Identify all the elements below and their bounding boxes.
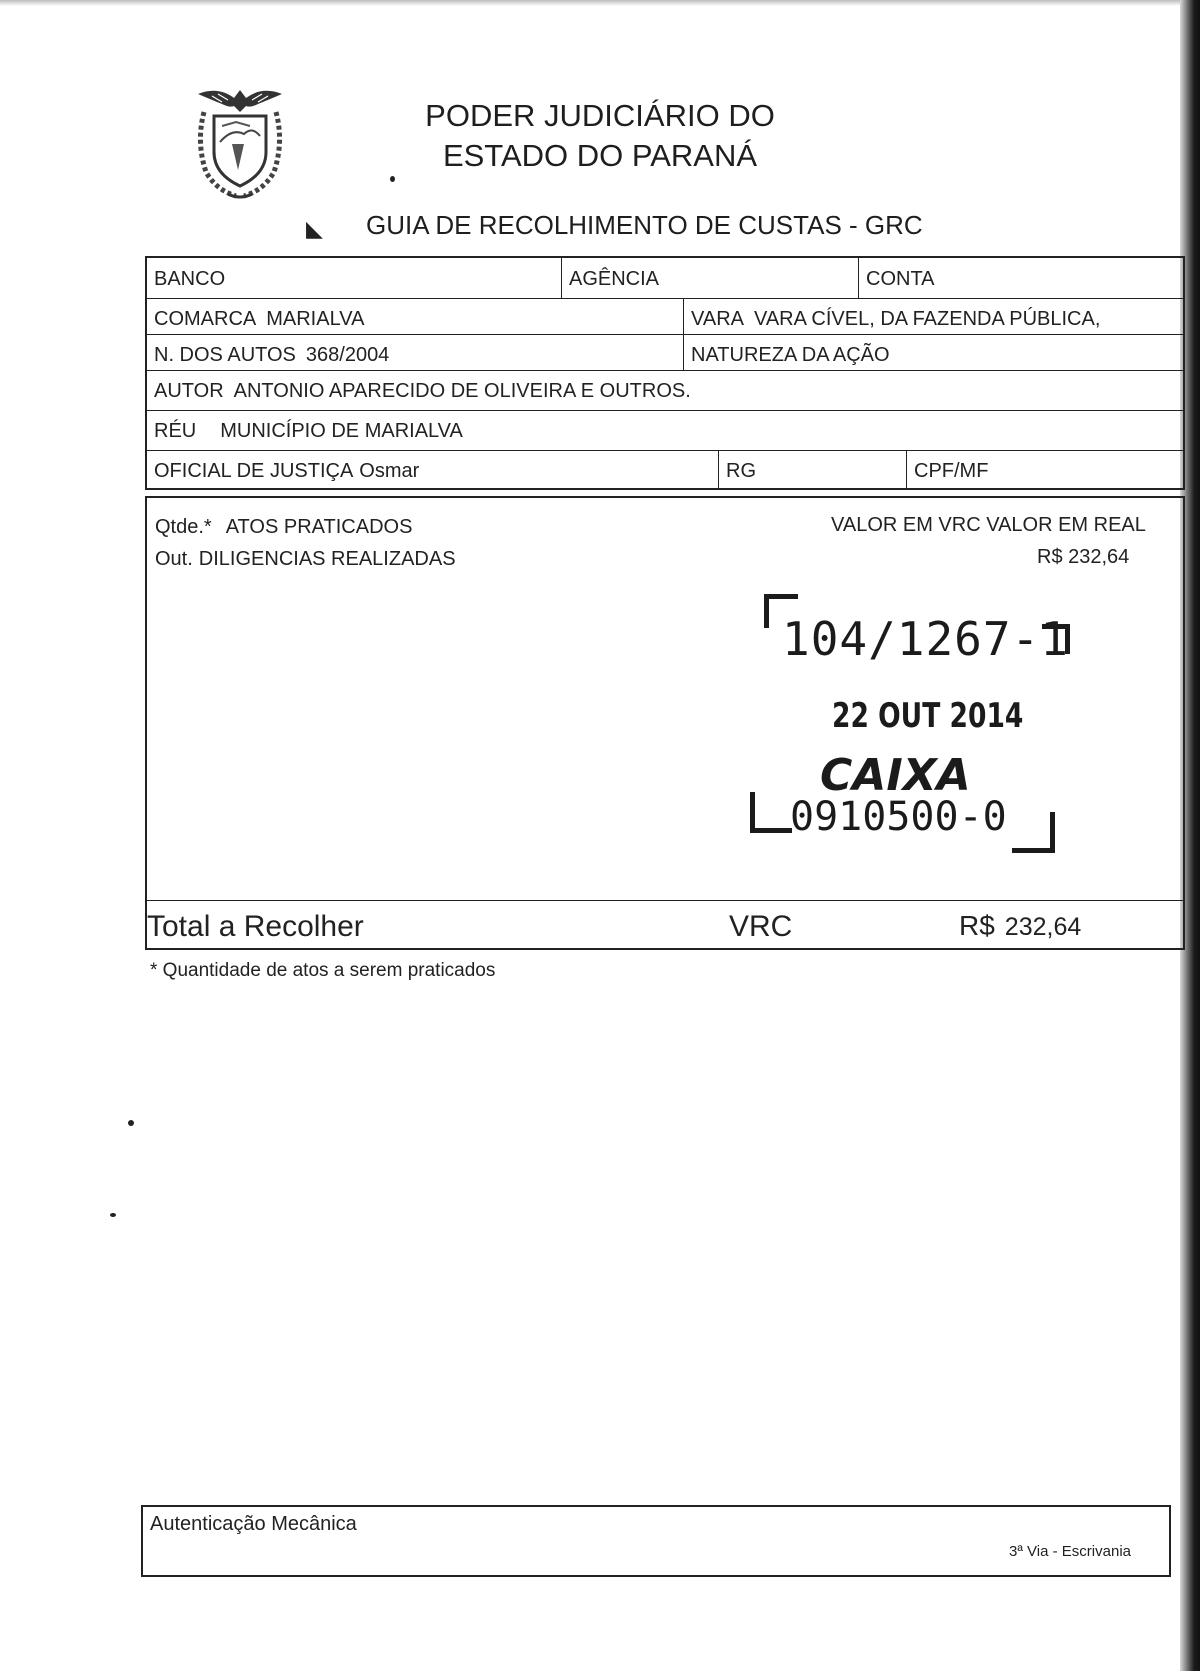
stamp-bracket — [764, 594, 798, 599]
atos-label: ATOS PRATICADOS — [225, 516, 413, 538]
auth-label: Autenticação Mecânica — [150, 1513, 357, 1535]
total-label: Total a Recolher — [147, 910, 364, 943]
autor-value: ANTONIO APARECIDO DE OLIVEIRA E OUTROS. — [233, 380, 691, 402]
copy-designation: 3ª Via - Escrivania — [1009, 1543, 1131, 1560]
comarca-cell — [147, 298, 683, 334]
out-label: Out. — [155, 548, 193, 570]
comarca-row — [147, 298, 1183, 335]
page-title: PODER JUDICIÁRIO DO ESTADO DO PARANÁ — [425, 98, 775, 173]
total-currency: R$ — [959, 910, 995, 941]
form-subtitle: GUIA DE RECOLHIMENTO DE CUSTAS - GRC — [366, 210, 923, 240]
autor-label: AUTOR — [154, 380, 224, 402]
reu-label: RÉU — [154, 420, 197, 442]
oficial-value: Osmar — [359, 460, 420, 482]
stamp-code: 0910500-0 — [790, 794, 1007, 840]
autos-cell — [147, 334, 683, 370]
case-info-grid — [145, 256, 1185, 490]
rg-cell — [718, 450, 906, 488]
scan-speck — [390, 176, 395, 182]
agencia-cell — [561, 258, 858, 298]
oficial-row — [147, 450, 1183, 488]
stamp-number: 104/1267-1 — [782, 612, 1069, 666]
bank-stamp — [760, 592, 1080, 862]
banco-cell — [147, 258, 561, 298]
footnote: * Quantidade de atos a serem praticados — [150, 960, 496, 981]
valor-header: VALOR EM VRC VALOR EM REAL — [831, 514, 1146, 536]
natureza-label: NATUREZA DA AÇÃO — [691, 344, 890, 366]
oficial-cell — [147, 450, 718, 488]
scan-speck — [128, 1120, 134, 1126]
scan-top-edge — [0, 0, 1200, 6]
arrow-mark-icon: ◣ — [306, 216, 323, 241]
agencia-label: AGÊNCIA — [569, 268, 660, 290]
total-divider — [147, 900, 1183, 901]
stamp-bracket — [750, 828, 792, 833]
qtde-label: Qtde.* — [155, 516, 212, 538]
total-amount: 232,64 — [1004, 913, 1082, 941]
rg-label: RG — [726, 460, 756, 482]
conta-label: CONTA — [866, 268, 935, 290]
comarca-label: COMARCA — [154, 308, 257, 330]
stamp-bracket — [750, 792, 755, 832]
total-vrc-label: VRC — [729, 910, 793, 943]
coat-of-arms-icon — [192, 82, 288, 202]
vara-label: VARA — [691, 308, 744, 330]
autos-row — [147, 334, 1183, 371]
vara-cell — [683, 298, 1183, 334]
stamp-date: 22 OUT 2014 — [832, 696, 1024, 736]
stamp-bracket — [764, 594, 769, 628]
act-item: DILIGENCIAS REALIZADAS — [198, 548, 456, 570]
vara-value: VARA CÍVEL, DA FAZENDA PÚBLICA, — [753, 308, 1101, 330]
scan-speck — [110, 1213, 116, 1217]
stamp-bracket — [1050, 812, 1055, 852]
banco-label: BANCO — [154, 268, 226, 290]
bank-row — [147, 258, 1183, 299]
oficial-label: OFICIAL DE JUSTIÇA — [154, 460, 354, 482]
stamp-bank-name: CAIXA — [820, 750, 971, 801]
autor-row — [147, 370, 1183, 411]
comarca-value: MARIALVA — [266, 308, 365, 330]
conta-cell — [858, 258, 1183, 298]
autos-value: 368/2004 — [305, 344, 390, 366]
reu-row — [147, 410, 1183, 451]
mechanical-authentication-box — [141, 1505, 1171, 1577]
cpf-label: CPF/MF — [914, 460, 989, 482]
autos-label: N. DOS AUTOS — [154, 344, 296, 366]
natureza-cell — [683, 334, 1183, 370]
act-item-value: R$ 232,64 — [1037, 546, 1130, 568]
reu-value: MUNICÍPIO DE MARIALVA — [220, 420, 463, 442]
stamp-bracket — [1012, 848, 1055, 853]
cpf-cell — [906, 450, 1183, 488]
